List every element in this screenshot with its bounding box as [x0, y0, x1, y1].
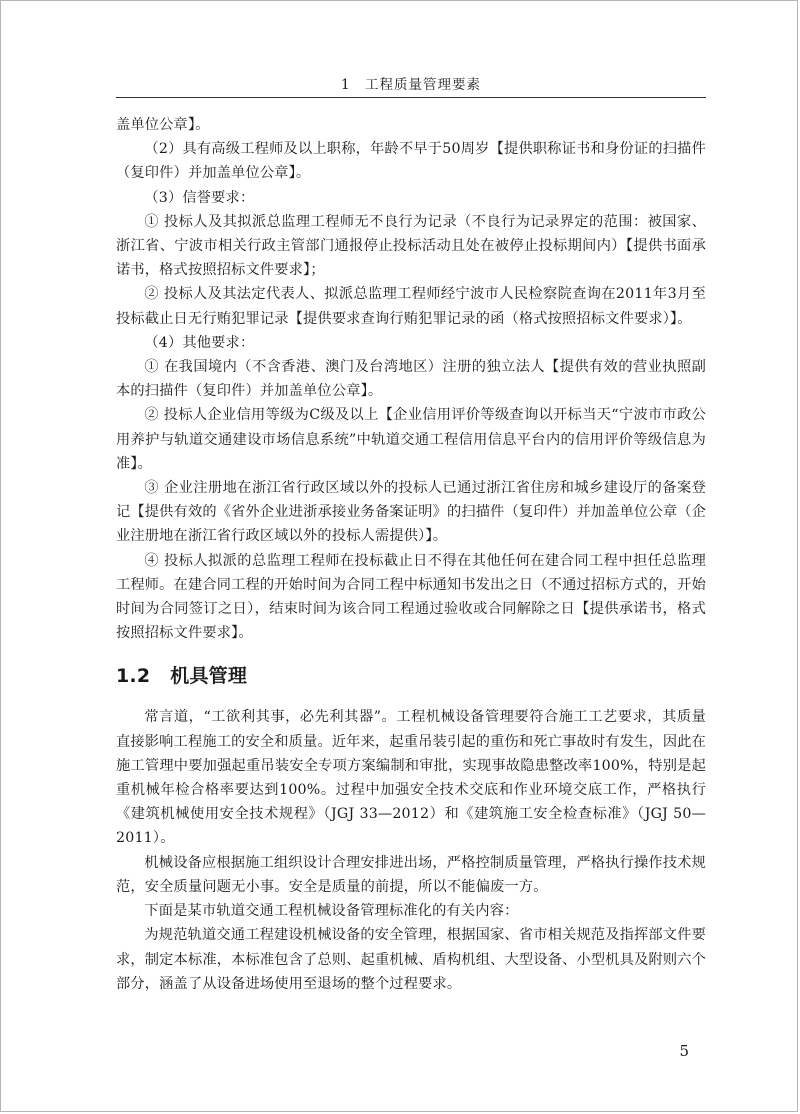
paragraph: 下面是某市轨道交通工程机械设备管理标准化的有关内容： — [144, 903, 519, 920]
paragraph: （3）信誉要求： — [144, 189, 255, 206]
paragraph: ④ 投标人拟派的总监理工程师在投标截止日不得在其他任何在建合同工程中担任总监理工程师。在建合同工程的开始时间为合同工程中标通知书发出之日（不通过招标方式的，开始时间为合同签订之日），结束时间为该合同工程通过验收或合同解除之日【提供承诺书，格式按照招标文件要求】。 — [116, 552, 706, 642]
paragraph: ② 投标人及其法定代表人、拟派总监理工程师经宁波市人民检察院查询在2011年3月至投标截止日无行贿犯罪记录【提供要求查询行贿犯罪记录的函（格式按照招标文件要求）】。 — [116, 286, 706, 327]
paragraph: （2）具有高级工程师及以上职称，年龄不早于50周岁【提供职称证书和身份证的扫描件（复印件）并加盖单位公章】。 — [116, 141, 706, 182]
paragraph: 盖单位公章】。 — [116, 117, 210, 133]
paragraph: （4）其他要求： — [144, 334, 255, 351]
section-number: 1.2 — [116, 665, 151, 688]
section-title: 机具管理 — [170, 665, 248, 688]
paragraph: 为规范轨道交通工程建设机械设备的安全管理，根据国家、省市相关规范及指挥部文件要求，制定本标准，本标准包含了总则、起重机械、盾构机组、大型设备、小型机具及附则六个部分，涵盖了从设备进场使用至退场的整个过程要求。 — [116, 927, 706, 992]
paragraph: ① 投标人及其拟派总监理工程师无不良行为记录（不良行为记录界定的范围：被国家、浙江省、宁波市相关行政主管部门通报停止投标活动且处在被停止投标期间内）【提供书面承诺书，格式按照招标文件要求】； — [116, 213, 706, 279]
running-header: 1 工程质量管理要素 — [340, 77, 482, 93]
page-number: 5 — [679, 1042, 689, 1060]
paragraph: ③ 企业注册地在浙江省行政区域以外的投标人已通过浙江省住房和城乡建设厅的备案登记【提供有效的《省外企业进浙承接业务备案证明》的扫描件（复印件）并加盖单位公章（企业注册地在浙江省行政区域以外的投标人需提供）】。 — [116, 480, 706, 545]
section-heading — [116, 662, 706, 690]
page-content — [116, 113, 706, 996]
paragraph: ① 在我国境内（不含香港、澳门及台湾地区）注册的独立法人【提供有效的营业执照副本的扫描件（复印件）并加盖单位公章】。 — [116, 359, 706, 400]
paragraph: 常言道，“工欲利其事，必先利其器”。工程机械设备管理要符合施工工艺要求，其质量直接影响工程施工的安全和质量。近年来，起重吊装引起的重伤和死亡事故时有发生，因此在施工管理中要加强起重吊装安全专项方案编制和审批，实现事故隐患整改率100%，特别是起重机械年检合格率要达到100%。过程中加强安全技术交底和作业环境交底工作，严格执行《建筑机械使用安全技术规程》（JGJ 33—2012）和《建筑施工安全检查标准》（JGJ 50—2011）。 — [116, 709, 706, 847]
header-rule — [116, 97, 706, 98]
paragraph: 机械设备应根据施工组织设计合理安排进出场，严格控制质量管理，严格执行操作技术规范，安全质量问题无小事。安全是质量的前提，所以不能偏废一方。 — [116, 854, 706, 895]
paragraph: ② 投标人企业信用等级为C级及以上【企业信用评价等级查询以开标当天“宁波市市政公用养护与轨道交通建设市场信息系统”中轨道交通工程信用信息平台内的信用评价等级信息为准】。 — [116, 407, 706, 472]
